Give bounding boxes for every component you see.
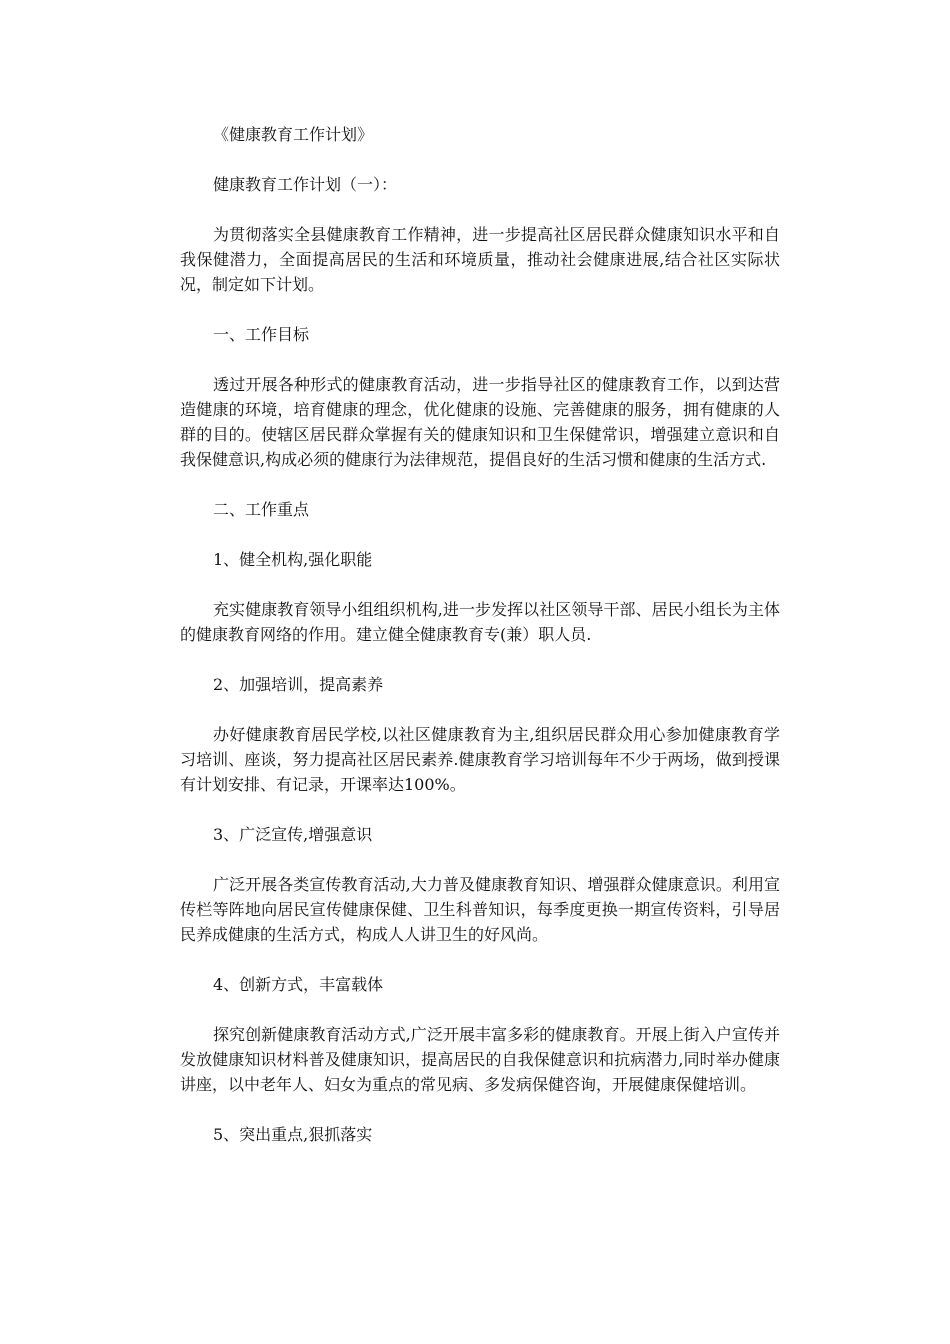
item-body-1: 充实健康教育领导小组组织机构,进一步发挥以社区领导干部、居民小组长为主体的健康教育网络的作用。建立健全健康教育专(兼）职人员.	[180, 600, 780, 644]
intro-paragraph: 为贯彻落实全县健康教育工作精神，进一步提高社区居民群众健康知识水平和自我保健潜力，全面提高居民的生活和环境质量，推动社会健康进展,结合社区实际状况，制定如下计划。	[180, 225, 780, 294]
item-heading-2: 2、加强培训，提高素养	[213, 675, 384, 694]
item-body-3: 广泛开展各类宣传教育活动,大力普及健康教育知识、增强群众健康意识。利用宣传栏等阵地向居民宣传健康保健、卫生科普知识，每季度更换一期宣传资料，引导居民养成健康的生活方式，构成人人讲卫生的好风尚。	[180, 875, 780, 944]
item-heading-4: 4、创新方式，丰富载体	[213, 975, 384, 994]
item-body-2: 办好健康教育居民学校,以社区健康教育为主,组织居民群众用心参加健康教育学习培训、座谈，努力提高社区居民素养.健康教育学习培训每年不少于两场，做到授课有计划安排、有记录，开课率达100%。	[180, 725, 780, 794]
section-heading-focus: 二、工作重点	[213, 500, 310, 519]
item-body-4: 探究创新健康教育活动方式,广泛开展丰富多彩的健康教育。开展上街入户宣传并发放健康知识材料普及健康知识，提高居民的自我保健意识和抗病潜力,同时举办健康讲座，以中老年人、妇女为重点的常见病、多发病保健咨询，开展健康保健培训。	[180, 1025, 780, 1094]
document-title: 《健康教育工作计划》	[213, 125, 374, 144]
item-heading-3: 3、广泛宣传,增强意识	[213, 825, 373, 844]
section-heading-goals: 一、工作目标	[213, 325, 310, 344]
item-heading-5: 5、突出重点,狠抓落实	[213, 1125, 373, 1144]
document-subtitle: 健康教育工作计划（一）：	[213, 175, 398, 194]
section-body-goals: 透过开展各种形式的健康教育活动，进一步指导社区的健康教育工作，以到达营造健康的环境，培育健康的理念，优化健康的设施、完善健康的服务，拥有健康的人群的目的。使辖区居民群众掌握有关的健康知识和卫生保健常识，增强建立意识和自我保健意识,构成必须的健康行为法律规范，提倡良好的生活习惯和健康的生活方式.	[180, 375, 780, 469]
item-heading-1: 1、健全机构,强化职能	[213, 550, 373, 569]
document-body	[180, 122, 780, 1172]
